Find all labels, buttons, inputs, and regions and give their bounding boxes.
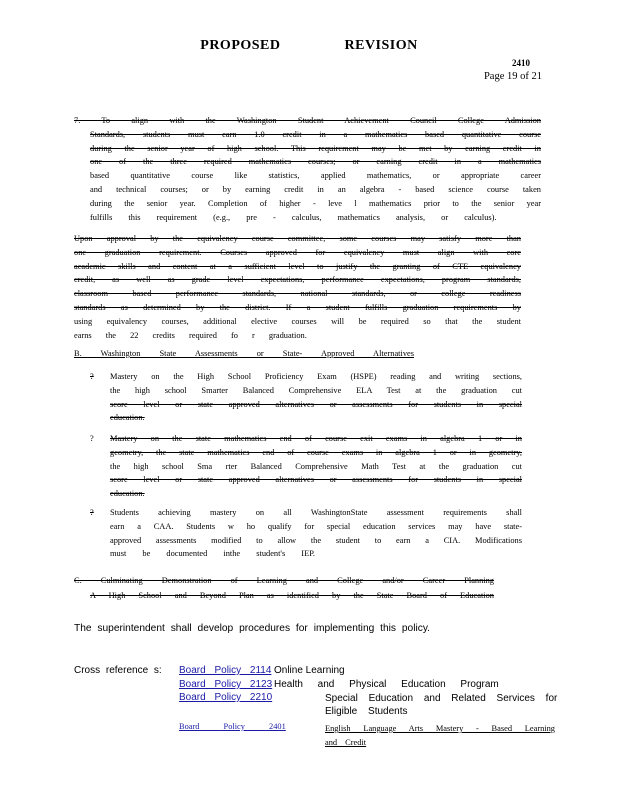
bullet-line: geometry, the state mathematics end of course exams in algebra 1 or in geometry, <box>110 447 522 457</box>
equivalency-line: earns the 22 credits required fo r graduation. <box>74 330 307 340</box>
bullet-line: the high school Smarter Balanced Comprehensive ELA Test at the graduation cut <box>110 385 522 395</box>
policy-title-2401 <box>325 722 555 750</box>
section-b-heading: B. Washington State Assessments or State- Approved Alternatives <box>74 349 414 358</box>
bullet-line: Students achieving mastery on all WashingtonState assessment requirements shall <box>110 508 522 517</box>
equivalency-line: classroom based performance standards, national standards, or college readiness <box>74 289 521 299</box>
item-7-line: 7. To align with the Washington Student Achievement Council College Admission <box>74 116 541 125</box>
cross-ref-2210 <box>179 692 294 703</box>
bullet-line: the high school Sma rter Balanced Comprehensive Math Test at the graduation cut <box>110 461 522 471</box>
bullet-line: education. <box>110 413 145 423</box>
bullet-line: education. <box>110 489 145 499</box>
equivalency-paragraph <box>74 232 521 342</box>
bullet-marker: ? <box>90 372 94 381</box>
policy-title-line: English Language Arts Mastery - Based Learning <box>325 724 555 733</box>
policy-link-2401[interactable]: Board Policy 2401 <box>179 722 286 731</box>
bullet-mathematics <box>90 432 522 501</box>
bullet-marker: ? <box>90 434 94 443</box>
equivalency-line: standards as determined by the district. If a student fulfills graduation requirements by <box>74 302 521 312</box>
cross-ref-2401 <box>179 722 286 731</box>
bullet-line: earn a CAA. Students w ho qualify for special education services may have state- <box>110 521 522 531</box>
item-7-line: based quantitative course like statistics, applied mathematics, or appropriate career <box>90 171 541 181</box>
bullet-line: Mastery on the state mathematics end of course exit exams in algebra 1 or in <box>110 434 522 443</box>
policy-link-2123[interactable]: Board Policy 2123 <box>179 679 273 690</box>
item-7-line: during the senior year. Completion of higher - leve l mathematics prior to the senior year <box>90 198 541 208</box>
equivalency-line: using equivalency courses, additional elective courses will be required so that the student <box>74 316 521 326</box>
bullet-line: Mastery on the High School Proficiency Exam (HSPE) reading and writing sections, <box>110 372 522 381</box>
policy-title-2210: Special Education and Related Services for Eligible Students <box>325 693 558 717</box>
bullet-line: must be documented inthe student's IEP. <box>110 549 316 559</box>
page-title: PROPOSED REVISION <box>200 38 418 53</box>
equivalency-line: Upon approval by the equivalency course committee, some courses may satisfy more than <box>74 234 521 243</box>
section-c <box>74 574 494 603</box>
section-c-heading: C. Culminating Demonstration of Learning and College and/or Career Planning <box>74 576 494 585</box>
page-number: Page 19 of 21 <box>483 71 542 82</box>
cross-reference-label: Cross reference s: <box>74 665 162 676</box>
item-7-line: and technical courses; or by earning credit in an algebra - based science course taken <box>90 184 541 194</box>
equivalency-line: academic skills and content at a sufficient level to justify the granting of CTE equivalency <box>74 261 521 271</box>
bullet-line: score level or state approved alternatives or assessments for students in special <box>110 475 522 485</box>
policy-title-line: and Credit <box>325 738 367 747</box>
item-7-paragraph <box>74 114 541 224</box>
superintendent-statement: The superintendent shall develop procedures for implementing this policy. <box>74 623 430 634</box>
bullet-line: score level or state approved alternatives or assessments for students in special <box>110 399 522 409</box>
item-7-line: fulfills this requirement (e.g., pre - calculus, mathematics analysis, or calculus). <box>90 212 497 222</box>
item-7-line: during the senior year of high school. This requirement may be met by earning credit in <box>90 143 541 153</box>
policy-link-2210[interactable]: Board Policy 2210 <box>179 692 273 703</box>
cross-ref-2114 <box>179 665 271 676</box>
item-7-line: one of the three required mathematics courses; or earning credit in a mathematics <box>90 157 541 167</box>
policy-title-2123: Health and Physical Education Program <box>274 679 499 690</box>
bullet-marker: ? <box>90 508 94 517</box>
equivalency-line: credit, as well as grade level expectations, performance expectations, program standards, <box>74 275 521 285</box>
equivalency-line: one graduation requirement. Courses approved for equivalency must align with core <box>74 247 521 257</box>
policy-number: 2410 <box>512 58 530 68</box>
cross-ref-2123 <box>179 679 272 690</box>
bullet-line: approved assessments modified to allow the student to earn a CIA. Modifications <box>110 535 522 545</box>
bullet-caa <box>90 506 522 561</box>
policy-link-2114[interactable]: Board Policy 2114 <box>179 665 272 676</box>
policy-title-2114: Online Learning <box>274 665 345 676</box>
item-7-line: Standards, students must earn 1.0 credit in a mathematics based quantitative course <box>90 129 541 139</box>
bullet-reading-writing <box>90 370 522 425</box>
section-c-line: A High School and Beyond Plan as identified by the State Board of Education <box>90 590 494 600</box>
